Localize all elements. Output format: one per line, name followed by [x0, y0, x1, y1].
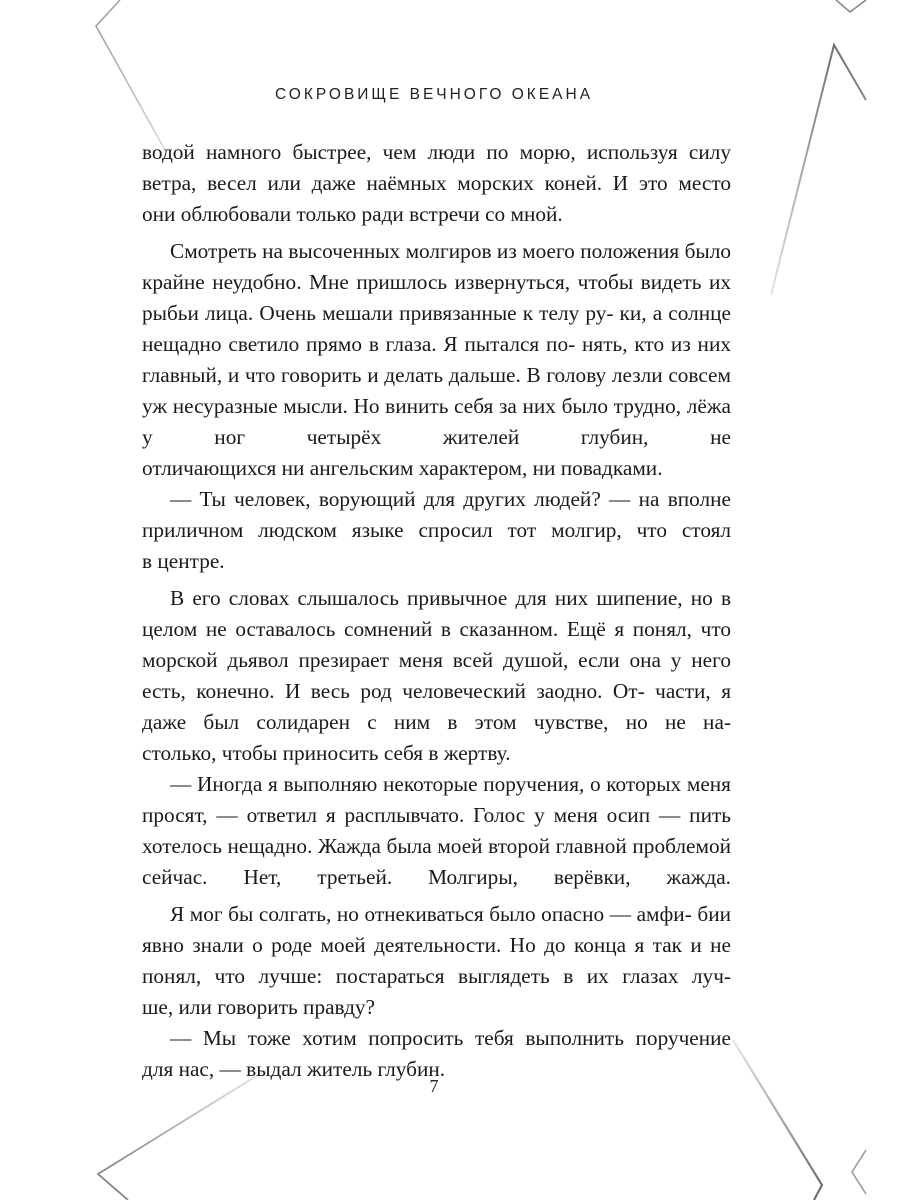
text-line: Смотреть на высоченных молгиров из моего положения	[170, 239, 680, 263]
paragraph	[142, 546, 731, 577]
paragraph	[142, 484, 731, 546]
text-line: проблемой сейчас. Нет, третьей. Молгиры, верёвки, жажда.	[142, 834, 732, 889]
paragraph	[142, 738, 731, 769]
paragraph	[142, 769, 731, 893]
text-line: и не понял, что лучше: постараться выглядеть в их глазах луч-	[142, 933, 732, 988]
top-left-line	[96, 0, 165, 150]
body-text	[142, 137, 731, 1085]
text-line: ки, а солнце нещадно светило прямо в глаза. Я пытался по-	[142, 301, 731, 356]
text-line: Я мог бы солгать, но отнекиваться было опасно — амфи-	[170, 902, 692, 926]
text-line: что морской дьявол презирает меня всей душой, если она	[142, 617, 731, 672]
text-line: — Мы тоже хотим попросить тебя выполнить поручение	[170, 1026, 731, 1050]
text-line: они облюбовали только ради встречи со мной.	[142, 202, 563, 226]
paragraph	[142, 453, 731, 484]
text-line: бии явно знали о роде моей деятельности. Но до конца я так	[142, 902, 732, 957]
text-line: отличающихся ни ангельским характером, ни повадками.	[142, 456, 663, 480]
text-line: — Ты человек, ворующий для других людей? — на вполне	[170, 487, 731, 511]
text-line: в центре.	[142, 549, 225, 573]
paragraph	[142, 236, 731, 453]
bottom-right-line	[733, 1040, 822, 1200]
text-line: столько, чтобы приносить себя в жертву.	[142, 741, 511, 765]
text-line: было крайне неудобно. Мне пришлось извернуться, чтобы	[142, 239, 731, 294]
running-head: СОКРОВИЩЕ ВЕЧНОГО ОКЕАНА	[274, 86, 594, 103]
page-number: 7	[429, 1076, 439, 1096]
text-line: меня просят, — ответил я расплывчато. Голос у меня осип —	[142, 772, 731, 827]
paragraph	[142, 1023, 731, 1054]
text-line: ветра, весел или даже наёмных морских коней. И это место	[142, 171, 731, 195]
text-line: в целом не оставалось сомнений в сказанном. Ещё я понял,	[142, 586, 731, 641]
text-line: В голову лезли совсем уж несуразные мысли. Но винить себя	[142, 363, 731, 418]
text-line: ше, или говорить правду?	[142, 995, 376, 1019]
text-line: водой намного быстрее, чем люди по морю, используя силу	[142, 140, 731, 164]
bottom-right-small-line	[852, 1150, 866, 1194]
text-line: приличном людском языке спросил тот молгир, что стоял	[142, 518, 731, 542]
text-line: у него есть, конечно. И весь род человеческий заодно. От-	[142, 648, 731, 703]
top-right-corner-line	[836, 0, 866, 12]
text-line: части, я даже был солидарен с ним в этом чувстве, но не на-	[142, 679, 731, 734]
paragraph	[142, 199, 731, 230]
text-line: нять, кто из них главный, и что говорить и делать дальше.	[142, 332, 731, 387]
right-chevron-line	[771, 45, 866, 295]
text-line: пить хотелось нещадно. Жажда была моей второй главной	[142, 803, 731, 858]
paragraph	[142, 583, 731, 738]
text-line: В его словах слышалось привычное для них шипение, но	[170, 586, 713, 610]
text-line: для нас, — выдал житель глубин.	[142, 1057, 446, 1081]
paragraph	[142, 992, 731, 1023]
text-line: за них было трудно, лёжа у ног четырёх жителей глубин, не	[142, 394, 731, 449]
text-line: — Иногда я выполняю некоторые поручения, о которых	[170, 772, 682, 796]
paragraph	[142, 899, 731, 992]
text-line: видеть их рыбьи лица. Очень мешали привязанные к телу ру-	[142, 270, 731, 325]
paragraph	[142, 137, 731, 199]
